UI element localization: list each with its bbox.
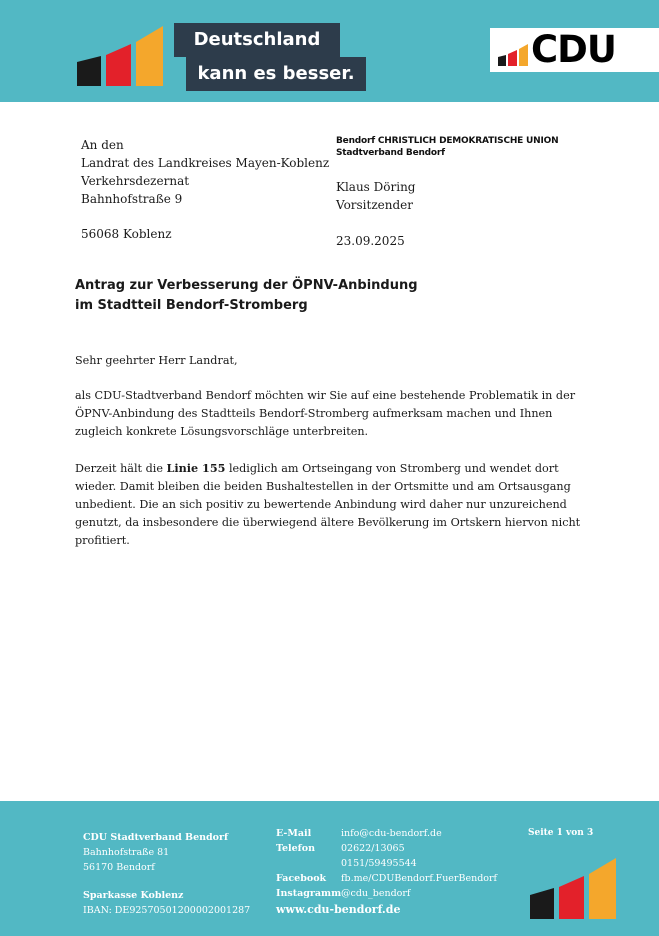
cdu-logo-bars-icon [498,44,528,66]
subject-line-1: Antrag zur Verbesserung der ÖPNV-Anbindung [75,278,418,293]
subject [75,276,418,316]
letter-date: 23.09.2025 [336,234,405,248]
footer-org: CDU Stadtverband Bendorf [83,832,229,843]
salutation: Sehr geehrter Herr Landrat, [75,354,238,367]
recipient-line-4: Bahnhofstraße 9 [81,192,183,206]
footer-phone-label: Telefon [276,843,316,854]
footer-contact-labels [276,826,341,901]
footer-email-link[interactable]: info@cdu-bendorf.de [341,828,442,839]
footer-iban: IBAN: DE92570501200002001287 [83,905,251,916]
sender-org-line-2: Stadtverband Bendorf [336,148,445,158]
footer-city: 56170 Bendorf [83,862,155,873]
cdu-logo-text: CDU [531,28,616,71]
footer-address [83,830,228,875]
footer-brand-bars-icon [530,858,616,919]
subject-line-2: im Stadtteil Bendorf-Stromberg [75,298,308,313]
sender-org-line-1: Bendorf CHRISTLICH DEMOKRATISCHE UNION [336,136,559,146]
recipient-address [81,136,329,208]
body-paragraph-2-rest: lediglich am Ortseingang von Stromberg und wendet dort wieder. Damit bleiben die beiden Bushaltestellen in der Ortsmitte und am Ortsausgang unbedient. Die an sich positiv zu bewertende Anbindung wird daher nur unzureichend genutzt, da insbesondere die überwiegend ältere Bevölkerung im Ortskern hiervon nicht profitiert. [75,462,581,547]
bus-line-number: Linie 155 [166,461,226,475]
slogan-line-2: kann es besser. [186,57,366,91]
footer-phone-2: 0151/59495544 [341,858,417,869]
footer-email-label: E-Mail [276,828,312,839]
recipient-postcode-city: 56068 Koblenz [81,227,172,241]
sender-role: Vorsitzender [336,198,414,212]
slogan-line-1: Deutschland [174,23,340,57]
body-paragraph-2-start: Derzeit hält die [75,462,167,475]
footer-bank-name: Sparkasse Koblenz [83,890,184,901]
body-paragraph-1: als CDU-Stadtverband Bendorf möchten wir Sie auf eine bestehende Problematik in der ÖPNV-Anbindung des Stadtteils Bendorf-Stromberg aufmerksam machen und Ihnen zugleich konkrete Lösungsvorschläge unterbreiten. [75,389,576,438]
footer-street: Bahnhofstraße 81 [83,847,170,858]
page-number: Seite 1 von 3 [528,828,594,838]
brand-bars-icon [77,26,163,86]
footer-website-link[interactable]: www.cdu-bendorf.de [276,903,401,916]
recipient-line-1: An den [81,138,124,152]
footer-bank [83,888,250,918]
footer-facebook-label: Facebook [276,873,327,884]
recipient-line-2: Landrat des Landkreises Mayen-Koblenz [81,156,330,170]
footer-instagram-label: Instagramm [276,888,342,899]
footer-phone-1: 02622/13065 [341,843,405,854]
body-paragraph-2 [75,459,590,550]
cdu-logo [490,28,659,72]
sender-organisation [336,135,558,159]
footer-contact-values [341,826,497,901]
footer-instagram-link[interactable]: @cdu_bendorf [341,888,411,899]
sender-name: Klaus Döring [336,180,416,194]
recipient-line-3: Verkehrsdezernat [81,174,190,188]
footer-facebook-link[interactable]: fb.me/CDUBendorf.FuerBendorf [341,873,498,884]
